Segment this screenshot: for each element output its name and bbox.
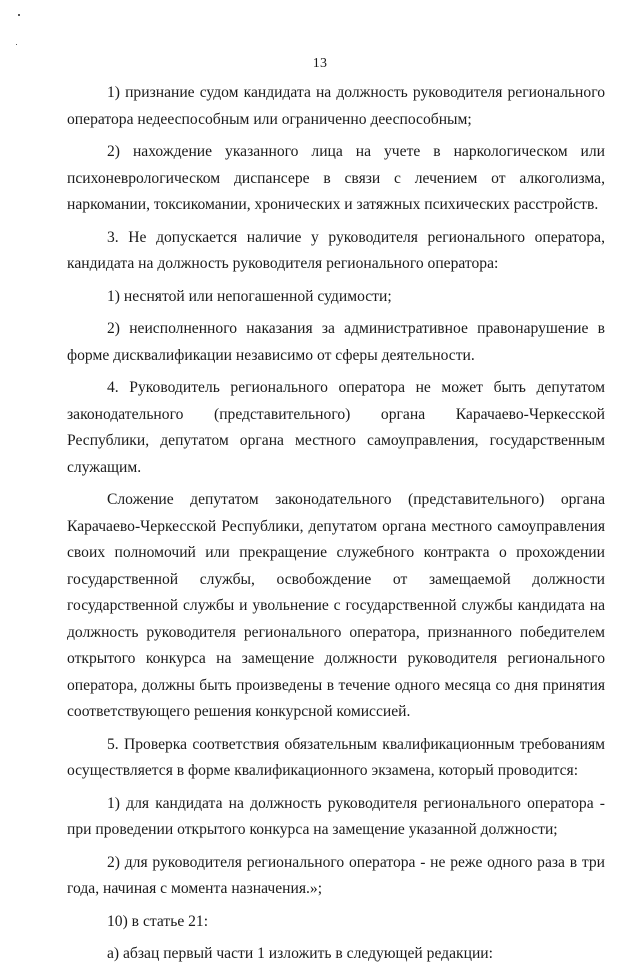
paragraph: 4. Руководитель регионального оператора не может быть депутатом законодательного (представительного) органа Карачаево-Черкесской Республики, депутатом органа местного самоуправления, государственным служащим. [67,379,605,476]
paragraph: 5. Проверка соответствия обязательным квалификационным требованиям осуществляется в форме квалификационного экзамена, который проводится: [67,735,605,779]
paragraph: 3. Не допускается наличие у руководителя регионального оператора, кандидата на должность руководителя регионального оператора: [67,228,605,272]
scan-speck [16,44,17,45]
paragraph: 1) признание судом кандидата на должность руководителя регионального оператора недееспособным или ограниченно дееспособным; [67,84,605,128]
document-body [67,80,605,974]
paragraph: 2) нахождение указанного лица на учете в наркологическом или психоневрологическом диспансере в связи с лечением от алкоголизма, наркомании, токсикомании, хронических и затяжных психических расстройств. [67,143,605,213]
paragraph: 2) неисполненного наказания за административное правонарушение в форме дисквалификации независимо от сферы деятельности. [67,320,605,364]
paragraph: 1) для кандидата на должность руководителя регионального оператора - при проведении открытого конкурса на замещение указанной должности; [67,794,605,838]
paragraph: 2) для руководителя регионального оператора - не реже одного раза в три года, начиная с момента назначения.»; [67,853,605,897]
scan-speck [18,14,20,16]
paragraph: Сложение депутатом законодательного (представительного) органа Карачаево-Черкесской Республики, депутатом органа местного самоуправления своих полномочий или прекращение служебного контракта о прохождении государственной службы, освобождение от замещаемой должности государственной службы и увольнение с государственной службы кандидата на должность руководителя регионального оператора, признанного победителем открытого конкурса на замещение должности руководителя регионального оператора, должны быть произведены в течение одного месяца со дня принятия соответствующего решения конкурсной комиссией. [67,491,605,720]
paragraph: 1) неснятой или непогашенной судимости; [107,287,392,305]
page-number: 13 [312,56,328,71]
paragraph: а) абзац первый части 1 изложить в следующей редакции: [107,945,493,962]
paragraph: 10) в статье 21: [107,912,209,930]
